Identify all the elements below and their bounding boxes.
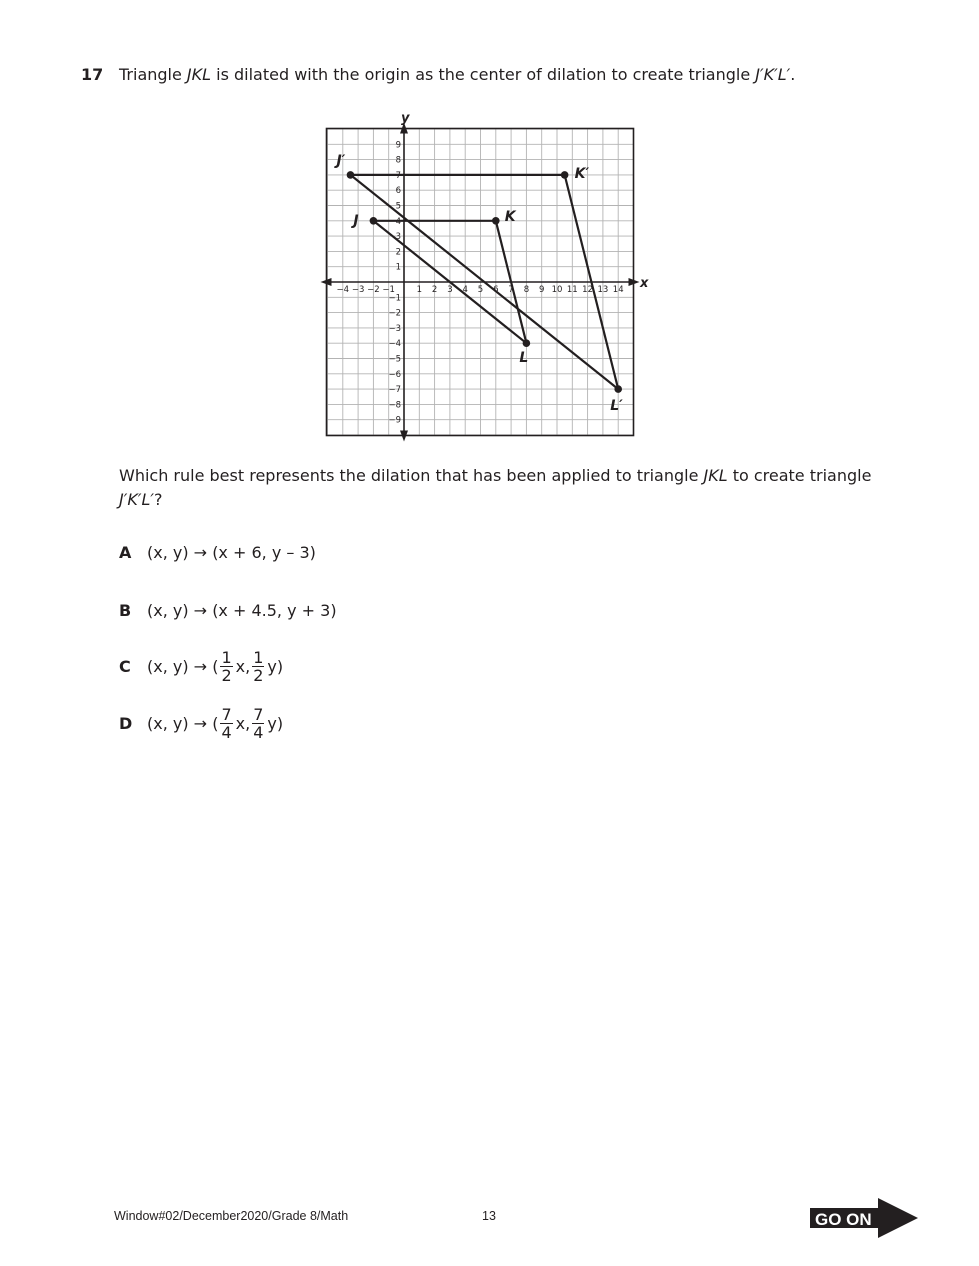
y-tick-label: −4 <box>388 339 401 350</box>
x-tick-label: 14 <box>612 285 624 295</box>
denominator: 2 <box>253 666 264 685</box>
answer-option-b[interactable] <box>119 601 337 620</box>
prompt-triangle-name: JKL <box>703 466 728 485</box>
x-tick-label: 12 <box>582 285 594 295</box>
numerator: 1 <box>221 648 232 667</box>
answer-option-c[interactable] <box>119 649 283 684</box>
y-tick-label: −7 <box>388 385 401 396</box>
option-var-y: y) <box>267 657 284 676</box>
option-lhs: (x, y) → <box>147 714 208 733</box>
y-tick-label: −8 <box>388 400 401 411</box>
fraction-1 <box>220 649 232 684</box>
y-tick-label: 7 <box>395 170 401 181</box>
y-tick-label: −9 <box>388 415 401 426</box>
option-rhs: (x + 6, y – 3) <box>212 543 316 562</box>
coordinate-grid-graph <box>310 108 650 443</box>
vertex-label: K′ <box>574 165 590 182</box>
go-on-arrow <box>810 1198 920 1238</box>
x-tick-label: 9 <box>538 285 545 295</box>
option-letter: D <box>119 714 133 733</box>
y-tick-label: −3 <box>388 323 401 334</box>
y-tick-label: 6 <box>395 186 401 197</box>
answer-option-d[interactable] <box>119 706 283 741</box>
vertex-point <box>614 385 622 393</box>
x-tick-label: 3 <box>447 285 453 295</box>
x-tick-label: 2 <box>431 285 438 295</box>
vertex-label: J′ <box>336 152 346 169</box>
prompt-prefix: Which rule best represents the dilation that has been applied to triangle <box>119 466 704 485</box>
x-tick-label: 5 <box>477 285 484 295</box>
option-lhs: (x, y) → <box>147 543 208 562</box>
vertex-label: L′ <box>610 398 623 415</box>
vertex-label: K <box>504 208 516 225</box>
prompt-mid: to create triangle <box>727 466 872 485</box>
vertex-label: L <box>519 350 529 367</box>
y-tick-label: −2 <box>388 308 401 319</box>
option-lhs: (x, y) → <box>147 601 208 620</box>
question-prompt <box>119 464 889 512</box>
numerator: 1 <box>253 648 264 667</box>
option-letter: A <box>119 543 132 562</box>
vertex-label: J <box>353 212 359 229</box>
y-tick-label: 5 <box>395 201 401 212</box>
vertex-point <box>370 217 378 225</box>
y-tick-label: −6 <box>388 369 401 380</box>
y-tick-label: −1 <box>388 293 401 304</box>
y-axis-label: y <box>401 111 410 126</box>
x-tick-label: −4 <box>336 285 350 295</box>
option-open-paren: ( <box>212 657 219 676</box>
stem-triangle-name: JKL <box>186 65 212 84</box>
page-number: 13 <box>482 1209 496 1223</box>
numerator: 7 <box>253 705 264 724</box>
vertex-point <box>523 339 531 347</box>
stem-prefix: Triangle <box>119 65 187 84</box>
x-tick-label: 13 <box>597 285 609 295</box>
question-stem <box>119 65 795 84</box>
stem-suffix: . <box>790 65 796 84</box>
y-tick-label: −5 <box>388 354 401 365</box>
vertex-point <box>347 171 355 179</box>
option-var-x: x, <box>235 657 251 676</box>
y-tick-label: 9 <box>395 140 401 151</box>
option-lhs: (x, y) → <box>147 657 208 676</box>
y-tick-label: 1 <box>395 262 401 273</box>
go-on-label: GO ON <box>815 1210 872 1229</box>
denominator: 4 <box>253 723 264 742</box>
x-tick-label: −2 <box>367 285 380 295</box>
footer-document-id: Window#02/December2020/Grade 8/Math <box>114 1209 349 1223</box>
question-number: 17 <box>81 65 104 84</box>
answer-option-a[interactable] <box>119 543 316 562</box>
option-letter: B <box>119 601 132 620</box>
denominator: 4 <box>221 723 232 742</box>
x-tick-label: 6 <box>493 285 499 295</box>
y-tick-label: 2 <box>395 247 401 258</box>
x-tick-label: 10 <box>551 285 563 295</box>
option-var-y: y) <box>267 714 284 733</box>
prompt-image-name: J′K′L′ <box>119 490 155 509</box>
vertex-point <box>492 217 500 225</box>
stem-mid: is dilated with the origin as the center of dilation to create triangle <box>211 65 756 84</box>
denominator: 2 <box>221 666 232 685</box>
numerator: 7 <box>221 705 232 724</box>
x-axis-label: x <box>640 276 649 291</box>
prompt-suffix: ? <box>154 490 163 509</box>
x-tick-label: 1 <box>416 285 423 295</box>
x-tick-label: −1 <box>382 285 395 295</box>
fraction-2 <box>252 649 264 684</box>
option-var-x: x, <box>235 714 251 733</box>
vertex-point <box>561 171 569 179</box>
fraction-2 <box>252 706 264 741</box>
x-tick-label: 8 <box>523 285 530 295</box>
x-tick-label: 11 <box>566 285 578 295</box>
y-tick-label: 8 <box>395 155 401 166</box>
option-letter: C <box>119 657 131 676</box>
stem-image-name: J′K′L′ <box>755 65 791 84</box>
x-tick-label: 4 <box>462 285 468 295</box>
fraction-1 <box>220 706 232 741</box>
option-rhs: (x + 4.5, y + 3) <box>212 601 337 620</box>
x-tick-label: −3 <box>351 285 365 295</box>
x-tick-label: 7 <box>508 285 514 295</box>
y-tick-label: 4 <box>395 216 401 227</box>
option-open-paren: ( <box>212 714 219 733</box>
y-tick-label: 3 <box>395 232 401 243</box>
